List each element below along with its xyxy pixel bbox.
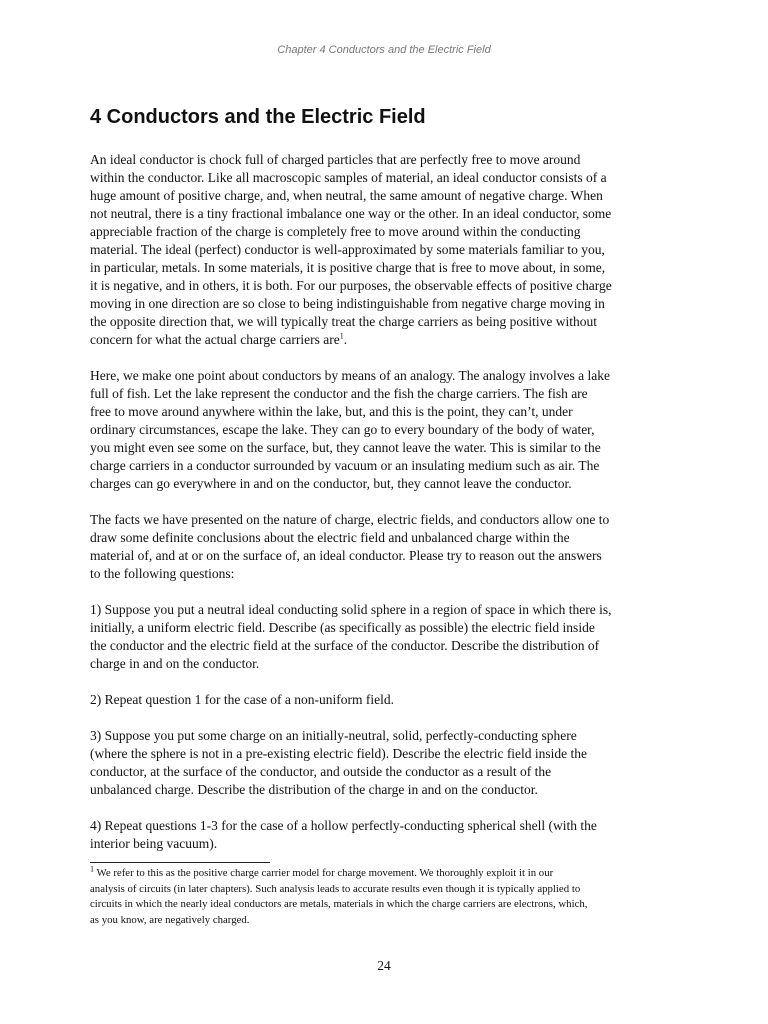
paragraph-questions-intro: The facts we have presented on the nature of charge, electric fields, and conductors allow one to draw some definite conclusions about the electric field and unbalanced charge within the material of, and at or on the surface of, an ideal conductor. Please try to reason out the answers to the following questions: xyxy=(90,512,610,581)
chapter-title: 4 Conductors and the Electric Field xyxy=(90,106,426,128)
paragraph-analogy: Here, we make one point about conductors by means of an analogy. The analogy involves a lake full of fish. Let the lake represent the conductor and the fish the charge carriers. The fish are free to move around anywhere within the lake, but, and this is the point, they can’t, under ordinary circumstances, escape the lake. They can go to every boundary of the body of water, you might even see some on the surface, but, they cannot leave the water. This is similar to the charge carriers in a conductor surrounded by vacuum or an insulating medium such as air. The charges can go everywhere in and on the conductor, but, they cannot leave the conductor. xyxy=(90,368,610,491)
paragraph-intro-text: An ideal conductor is chock full of charged particles that are perfectly free to move around within the conductor. Like all macroscopic samples of material, an ideal conductor consists of a huge amount of positive charge, and, when neutral, the same amount of negative charge. When not neutral, there is a tiny fractional imbalance one way or the other. In an ideal conductor, some appreciable fraction of the charge is completely free to move around within the conducting material. The ideal (perfect) conductor is well-approximated by some materials familiar to you, in particular, metals. In some materials, it is positive charge that is free to move about, in some, it is negative, and in others, it is both. For our purposes, the observable effects of positive charge moving in one direction are so close to being indistinguishable from negative charge moving in the opposite direction that, we will typically treat the charge carriers as being positive without concern for what the actual charge carriers are xyxy=(90,152,612,347)
footnote-reference[interactable]: 1 xyxy=(339,331,344,341)
body-text xyxy=(90,151,674,874)
paragraph-intro-end: . xyxy=(343,332,348,347)
running-header: Chapter 4 Conductors and the Electric Field xyxy=(277,44,491,56)
question-2: 2) Repeat question 1 for the case of a non-uniform field. xyxy=(90,692,395,707)
question-3: 3) Suppose you put some charge on an initially-neutral, solid, perfectly-conducting sphere (where the sphere is not in a pre-existing electric field). Describe the electric field inside the conductor, at the surface of the conductor, and outside the conductor as a result of the unbalanced charge. Describe the distribution of the charge in and on the conductor. xyxy=(90,728,588,797)
footnote xyxy=(90,866,680,928)
paragraph-intro xyxy=(90,151,674,349)
footnote-number: 1 xyxy=(90,864,94,874)
footnote-divider xyxy=(90,862,270,863)
footnote-text: We refer to this as the positive charge carrier model for charge movement. We thoroughly exploit it in our analysis of circuits (in later chapters). Such analysis leads to accurate results even though it is typically applied to circuits in which the nearly ideal conductors are metals, materials in which the charge carriers are electrons, which, as you know, are negatively charged. xyxy=(90,867,588,926)
page-number: 24 xyxy=(377,958,391,973)
question-1: 1) Suppose you put a neutral ideal conducting solid sphere in a region of space in which there is, initially, a uniform electric field. Describe (as specifically as possible) the electric field inside the conductor and the electric field at the surface of the conductor. Describe the distribution of charge in and on the conductor. xyxy=(90,602,612,671)
question-4: 4) Repeat questions 1-3 for the case of a hollow perfectly-conducting spherical shell (with the interior being vacuum). xyxy=(90,818,597,851)
